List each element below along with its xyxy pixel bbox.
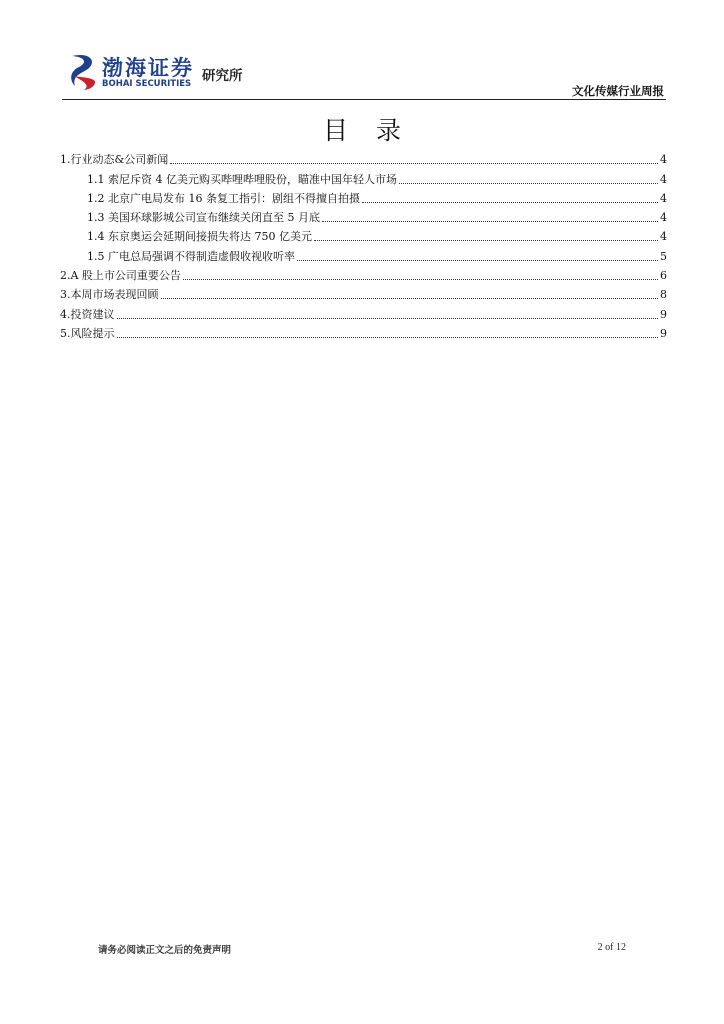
dot-leader	[183, 279, 658, 280]
dot-leader	[322, 221, 658, 222]
report-title: 文化传媒行业周报	[572, 84, 664, 98]
company-logo	[66, 52, 266, 94]
toc-entry-label: 1.2 北京广电局发布 16 条复工指引：剧组不得擅自拍摄	[87, 191, 360, 205]
toc-entry-page: 4	[660, 172, 667, 186]
toc-entry-label: 1.行业动态&公司新闻	[60, 153, 169, 167]
dot-leader	[161, 298, 659, 299]
toc-entry-page: 9	[660, 326, 667, 340]
toc-entry[interactable]	[60, 263, 667, 282]
toc-entry-page: 5	[660, 249, 667, 263]
toc-entry-label: 1.3 美国环球影城公司宣布继续关闭直至 5 月底	[87, 211, 320, 225]
dot-leader	[314, 240, 658, 241]
toc-entry[interactable]	[60, 321, 667, 340]
toc-entry-page: 9	[660, 307, 667, 321]
toc-entry-label: 3.本周市场表现回顾	[60, 288, 159, 302]
toc-entry-page: 8	[660, 288, 667, 302]
toc-entry-page: 4	[660, 211, 667, 225]
header-divider	[62, 99, 666, 100]
toc-entry-label: 2.A 股上市公司重要公告	[60, 269, 181, 283]
dot-leader	[399, 183, 658, 184]
toc-entry[interactable]	[60, 186, 667, 205]
toc-entry[interactable]	[60, 282, 667, 301]
page-number: 2 of 12	[597, 942, 626, 953]
dot-leader	[170, 163, 658, 164]
toc-entry[interactable]	[60, 243, 667, 262]
toc-entry-page: 6	[660, 269, 667, 283]
bohai-logo-icon	[66, 52, 100, 92]
toc-entry[interactable]	[60, 224, 667, 243]
disclaimer-note: 请务必阅读正文之后的免责声明	[98, 945, 232, 956]
toc-heading: 目录	[322, 116, 429, 145]
toc-entry-page: 4	[660, 230, 667, 244]
dot-leader	[117, 337, 659, 338]
toc-entry[interactable]	[60, 205, 667, 224]
toc-entry-page: 4	[660, 191, 667, 205]
toc-entry[interactable]	[60, 166, 667, 185]
toc-entry-label: 1.5 广电总局强调不得制造虚假收视收听率	[87, 249, 295, 263]
institute-name: 研究所	[202, 68, 243, 84]
toc-entry-label: 4.投资建议	[60, 307, 115, 321]
dot-leader	[117, 318, 659, 319]
dot-leader	[362, 202, 658, 203]
toc-entry[interactable]	[60, 301, 667, 320]
toc-entry-label: 5.风险提示	[60, 326, 115, 340]
logo-chinese-name: 渤海证券	[102, 55, 194, 80]
toc-entry-page: 4	[660, 153, 667, 167]
table-of-contents	[60, 147, 667, 340]
logo-english-name: BOHAI SECURITIES	[102, 79, 192, 89]
dot-leader	[297, 260, 658, 261]
toc-entry-label: 1.4 东京奥运会延期间接损失将达 750 亿美元	[87, 230, 312, 244]
toc-entry[interactable]	[60, 147, 667, 166]
toc-entry-label: 1.1 索尼斥资 4 亿美元购买哔哩哔哩股份，瞄准中国年轻人市场	[87, 172, 397, 186]
